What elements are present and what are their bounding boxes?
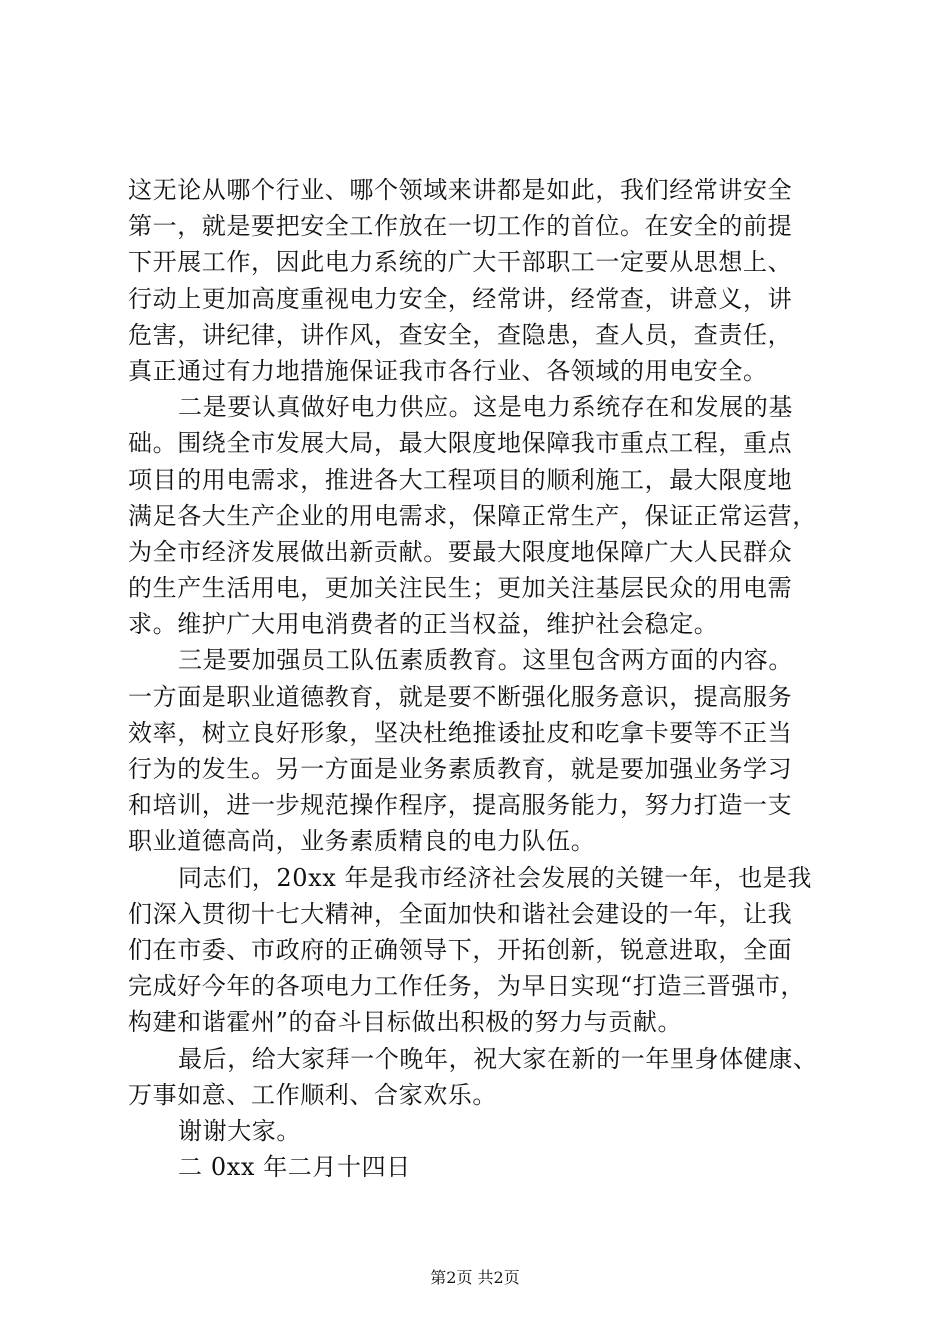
page-footer: 第2页 共2页 xyxy=(430,1268,520,1287)
paragraph-start: 三是要加强员工队伍素质教育。这里包含两方面的内容。 xyxy=(178,646,793,675)
text-line: 和培训，进一步规范操作程序，提高服务能力，努力打造一支 xyxy=(128,791,793,820)
text-line: 一方面是职业道德教育，就是要不断强化服务意识，提高服务 xyxy=(128,682,793,711)
text-line: 为全市经济发展做出新贡献。要最大限度地保障广大人民群众 xyxy=(128,537,793,566)
body-text xyxy=(128,172,848,1185)
text-line: 这无论从哪个行业、哪个领域来讲都是如此，我们经常讲安全 xyxy=(128,176,793,204)
text-line: 行动上更加高度重视电力安全，经常讲，经常查，讲意义，讲 xyxy=(128,284,793,313)
text-line: 项目的用电需求，推进各大工程项目的顺利施工，最大限度地 xyxy=(128,465,793,494)
paragraph-start: 同志们，20xx 年是我市经济社会发展的关键一年，也是我 xyxy=(178,863,813,892)
text-line: 万事如意、工作顺利、合家欢乐。 xyxy=(128,1080,497,1109)
paragraph-start: 最后，给大家拜一个晚年，祝大家在新的一年里身体健康、 xyxy=(178,1044,818,1073)
text-line: 真正通过有力地措施保证我市各行业、各领域的用电安全。 xyxy=(128,356,768,385)
text-line: 行为的发生。另一方面是业务素质教育，就是要加强业务学习 xyxy=(128,755,793,783)
text-line: 第一，就是要把安全工作放在一切工作的首位。在安全的前提 xyxy=(128,212,793,241)
paragraph-start: 二是要认真做好电力供应。这是电力系统存在和发展的基 xyxy=(178,393,793,422)
text-line: 础。围绕全市发展大局，最大限度地保障我市重点工程，重点 xyxy=(128,429,793,458)
text-line: 效率，树立良好形象，坚决杜绝推诿扯皮和吃拿卡要等不正当 xyxy=(128,718,793,747)
text-line: 职业道德高尚，业务素质精良的电力队伍。 xyxy=(128,827,596,856)
text-line: 满足各大生产企业的用电需求，保障正常生产，保证正常运营， xyxy=(128,501,817,530)
closing-thanks: 谢谢大家。 xyxy=(178,1116,301,1145)
text-line: 们在市委、市政府的正确领导下，开拓创新，锐意进取，全面 xyxy=(128,935,793,964)
text-line: 危害，讲纪律，讲作风，查安全，查隐患，查人员，查责任， xyxy=(128,320,793,349)
text-line: 完成好今年的各项电力工作任务，为早日实现“打造三晋强市， xyxy=(128,972,806,1001)
text-line: 的生产生活用电，更加关注民生；更加关注基层民众的用电需 xyxy=(128,574,793,603)
document-date: 二 0xx 年二月十四日 xyxy=(178,1153,411,1182)
text-line: 们深入贯彻十七大精神，全面加快和谐社会建设的一年，让我 xyxy=(128,899,793,928)
text-line: 下开展工作，因此电力系统的广大干部职工一定要从思想上、 xyxy=(128,248,793,277)
text-line: 求。维护广大用电消费者的正当权益，维护社会稳定。 xyxy=(128,610,719,639)
text-line: 构建和谐霍州”的奋斗目标做出积极的努力与贡献。 xyxy=(128,1008,683,1037)
